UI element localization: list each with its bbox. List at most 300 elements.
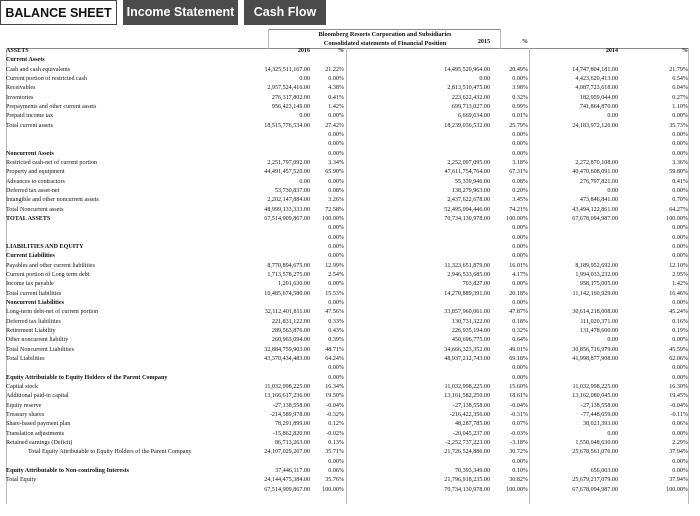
cell-2015-percent: 30.72%: [509, 449, 528, 456]
cell-2015-value: 223,622,432.00: [451, 94, 490, 101]
cell-2016-value: 32,884,759,903.00: [264, 346, 310, 353]
cell-2014-value: 40,470,608,091.00: [572, 169, 618, 176]
table-row: [0, 327, 700, 336]
cell-2016-value: [222, 299, 310, 308]
row-label: Noncurrent Assets: [6, 150, 54, 157]
title-border-top: [268, 29, 500, 30]
row-label: Deferred tax liabilities: [6, 318, 61, 325]
cell-2016-percent: 15.53%: [325, 290, 344, 297]
cell-2015-percent: 0.00%: [512, 253, 528, 260]
cell-2015-percent: 69.18%: [509, 356, 528, 363]
cell-2014-percent: 0.00%: [672, 253, 688, 260]
cell-2016-percent: 0.33%: [328, 318, 344, 325]
cell-2015-percent: 0.64%: [512, 337, 528, 344]
cell-2015-value: 13,161,582,250.00: [444, 393, 490, 400]
cell-2014-value: 131,478,600.00: [579, 328, 618, 335]
cell-2015-percent: -0.04%: [510, 402, 528, 409]
cell-2016-percent: 0.00%: [328, 374, 344, 381]
cell-2016-percent: 64.24%: [325, 356, 344, 363]
cell-2016-value: [222, 364, 310, 373]
cell-2015-value: 2,252,097,095.00: [447, 160, 490, 167]
cell-2014-percent: 59.80%: [669, 169, 688, 176]
cell-2014-percent: 0.06%: [672, 421, 688, 428]
cell-2015-percent: 0.18%: [512, 318, 528, 325]
cell-2015-value: [384, 47, 490, 56]
row-label: LIABILITIES AND EQUITY: [6, 244, 84, 251]
cell-2014-percent: 45.59%: [669, 346, 688, 353]
cell-2015-percent: 47.87%: [509, 309, 528, 316]
cell-2014-percent: 1.42%: [672, 281, 688, 288]
cell-2015-percent: 67.31%: [509, 169, 528, 176]
table-row: [0, 140, 700, 149]
cell-2015-value: 2,946,533,685.00: [447, 272, 490, 279]
cell-2016-value: 44,491,457,520.00: [264, 169, 310, 176]
cell-2015-percent: 0.00%: [512, 132, 528, 139]
table-row: [0, 458, 700, 467]
cell-2016-percent: 0.00%: [328, 365, 344, 372]
table-row: [0, 486, 700, 495]
cell-2014-percent: 0.16%: [672, 318, 688, 325]
cell-2015-percent: [494, 56, 528, 65]
table-row: [0, 374, 700, 383]
cell-2015-value: 70,393,349.00: [454, 467, 490, 474]
cell-2015-percent: -3.18%: [510, 439, 528, 446]
cell-2016-value: 78,291,899.00: [274, 421, 310, 428]
cell-2014-value: [530, 56, 618, 65]
row-label: Treasury shares: [6, 412, 45, 418]
cell-2015-value: 70,734,130,978.00: [444, 486, 490, 493]
cell-2014-value: 11,032,998,225.00: [572, 384, 618, 390]
cell-2014-percent: 0.00%: [672, 234, 688, 241]
cell-2015-percent: 0.10%: [512, 467, 528, 474]
cell-2015-percent: 0.00%: [512, 244, 528, 251]
table-row: [0, 420, 700, 429]
cell-2014-percent: 100.00%: [666, 216, 688, 223]
cell-2015-value: -2,252,737,223.00: [445, 439, 490, 446]
cell-2015-value: 48,287,785.00: [454, 421, 490, 428]
cell-2014-value: 2,272,870,108.00: [575, 160, 618, 167]
tab-income-statement[interactable]: Income Statement: [123, 0, 238, 25]
cell-2016-value: [222, 38, 310, 47]
cell-2016-percent: %: [337, 48, 344, 55]
row-label: Total Noncurrent Liabilities: [6, 346, 74, 353]
cell-2015-percent: 0.99%: [512, 104, 528, 111]
cell-2016-value: [222, 234, 310, 243]
cell-2016-percent: 100.00%: [322, 216, 344, 223]
table-row: [0, 271, 700, 280]
cell-2014-percent: 0.00%: [672, 458, 688, 465]
cell-2016-percent: 0.00%: [328, 458, 344, 465]
cell-2015-value: 130,731,322.00: [451, 318, 490, 325]
cell-2016-percent: [314, 38, 344, 47]
cell-2014-value: 25,678,561,076.00: [572, 449, 618, 456]
cell-2015-value: 14,495,520,964.00: [444, 66, 490, 73]
table-row: [0, 355, 700, 364]
cell-2016-value: 10,485,674,580.00: [264, 290, 310, 297]
cell-2016-value: -15,862,820.00: [272, 430, 310, 437]
table-row: [0, 243, 700, 252]
cell-2015-value: [384, 364, 490, 373]
row-label: Equity reserve: [6, 402, 42, 409]
cell-2014-value: [530, 140, 618, 149]
table-row: [0, 122, 700, 131]
cell-2015-value: 47,611,754,764.00: [444, 169, 490, 176]
row-label: Payables and other current liabilities: [6, 262, 96, 269]
cell-2014-value: [530, 234, 618, 243]
cell-2015-value: 11,323,651,879.00: [444, 262, 490, 269]
cell-2014-percent: [640, 38, 688, 47]
row-label: Equity Attributable to Non-controling Interests: [6, 467, 130, 474]
cell-2016-percent: 100.00%: [322, 486, 344, 493]
table-row: [0, 215, 700, 224]
table-row: [0, 224, 700, 233]
row-label: ASSETS: [6, 48, 29, 55]
cell-2015-percent: 20.49%: [509, 66, 528, 73]
cell-2016-value: [222, 224, 310, 233]
cell-2015-percent: 0.01%: [512, 113, 528, 120]
cell-2015-percent: 0.20%: [512, 188, 528, 195]
table-row: [0, 430, 700, 439]
cell-2016-value: 260,963,094.00: [271, 337, 310, 344]
table-row: [0, 383, 700, 392]
row-label: Additional paid-in capital: [6, 393, 69, 400]
table-row: [0, 150, 700, 159]
cell-2016-value: 1,201,630.00: [278, 281, 310, 288]
table-row: [0, 402, 700, 411]
cell-2014-percent: 0.41%: [672, 178, 688, 185]
cell-2015-percent: 100.00%: [506, 216, 528, 223]
cell-2016-value: 276,317,802.00: [271, 94, 310, 101]
cell-2014-percent: 12.10%: [669, 262, 688, 269]
cell-2014-percent: %: [681, 48, 688, 55]
cell-2014-value: [530, 364, 618, 373]
table-row: [0, 280, 700, 289]
cell-2014-percent: 0.00%: [672, 188, 688, 195]
table-row: [0, 187, 700, 196]
cell-2015-value: 55,339,946.00: [454, 178, 490, 185]
cell-2016-percent: 0.39%: [328, 337, 344, 344]
cell-2014-value: 30,614,218,008.00: [572, 309, 618, 316]
row-label: Deferred tax asset-net: [6, 188, 60, 195]
cell-2015-percent: 3.18%: [512, 160, 528, 167]
cell-2015-value: 450,696,775.00: [451, 337, 490, 344]
cell-2014-percent: 0.00%: [672, 430, 688, 437]
cell-2015-value: 6,669,634.00: [458, 113, 490, 120]
cell-2015-value: [384, 131, 490, 140]
table-row: [0, 262, 700, 271]
cell-2014-value: 14,747,804,181.00: [572, 66, 618, 73]
row-label: Capital stock: [6, 384, 38, 390]
cell-2016-value: 0.00: [299, 76, 310, 83]
cell-2015-value: -20,045,237.00: [452, 430, 490, 437]
row-label: Receivables: [6, 85, 36, 92]
cell-2014-percent: 0.00%: [672, 113, 688, 120]
table-row: [0, 308, 700, 317]
cell-2016-percent: 0.00%: [328, 113, 344, 120]
row-label: Retained earnings (Deficit): [6, 439, 73, 446]
cell-2015-value: 70,734,130,978.00: [444, 216, 490, 223]
cell-2014-percent: 0.00%: [672, 225, 688, 232]
cell-2016-percent: 0.08%: [328, 188, 344, 195]
cell-2015-percent: 0.08%: [512, 178, 528, 185]
cell-2014-percent: 0.00%: [672, 244, 688, 251]
cell-2014-percent: -0.11%: [670, 412, 688, 418]
cell-2015-percent: -0.31%: [510, 412, 528, 418]
cell-2014-percent: 35.73%: [669, 122, 688, 129]
cell-2016-percent: 0.00%: [328, 150, 344, 157]
cell-2015-value: 34,666,323,352.00: [444, 346, 490, 353]
cell-2014-value: 41,998,877,908.00: [572, 356, 618, 363]
row-label: Share-based payment plan: [6, 421, 71, 428]
cell-2016-percent: -0.32%: [326, 412, 344, 418]
cell-2014-percent: 37.94%: [669, 449, 688, 456]
cell-2015-percent: 74.21%: [509, 206, 528, 213]
cell-2014-value: 8,189,952,692.00: [575, 262, 618, 269]
cell-2016-value: 0.00: [299, 178, 310, 185]
cell-2014-value: 25,679,217,079.00: [572, 477, 618, 484]
cell-2016-value: 8,770,894,675.00: [267, 262, 310, 269]
cell-2016-value: 24,107,029,267.00: [264, 449, 310, 456]
cell-2014-value: [530, 38, 618, 47]
cell-2014-percent: -0.04%: [670, 402, 688, 409]
cell-2015-value: [384, 150, 490, 159]
cell-2015-value: 699,713,027.00: [451, 104, 490, 111]
cell-2014-percent: 0.19%: [672, 328, 688, 335]
tab-balance-sheet[interactable]: BALANCE SHEET: [0, 0, 117, 25]
tab-cash-flow[interactable]: Cash Flow: [244, 0, 326, 25]
cell-2016-value: 43,370,434,483.00: [264, 356, 310, 363]
cell-2016-percent: 1.42%: [328, 104, 344, 111]
cell-2014-value: 741,864,870.00: [579, 104, 618, 111]
cell-2015-percent: 0.00%: [512, 281, 528, 288]
cell-2014-value: 111,020,371.00: [580, 318, 618, 325]
cell-2016-percent: 0.12%: [328, 421, 344, 428]
cell-2016-percent: 2.54%: [328, 272, 344, 279]
row-label: Property and equipment: [6, 169, 65, 176]
cell-2014-percent: [640, 56, 688, 65]
cell-2015-percent: 16.01%: [509, 262, 528, 269]
table-row: [0, 364, 700, 373]
cell-2015-value: 33,857,960,061.00: [444, 309, 490, 316]
cell-2015-value: [384, 224, 490, 233]
row-label: Total current liabilities: [6, 290, 62, 297]
cell-2015-value: [384, 243, 490, 252]
cell-2015-value: -216,422,356.00: [449, 412, 490, 418]
cell-2016-value: 32,112,401,811.00: [264, 309, 310, 316]
cell-2016-value: 37,446,117.00: [275, 467, 310, 474]
cell-2014-percent: 45.24%: [669, 309, 688, 316]
row-label: Translation adjustments: [6, 430, 65, 437]
cell-2015-percent: 0.00%: [512, 458, 528, 465]
row-label: TOTAL ASSETS: [6, 216, 51, 223]
cell-2014-percent: 62.06%: [669, 356, 688, 363]
cell-2016-percent: 12.99%: [325, 262, 344, 269]
cell-2015-value: [384, 140, 490, 149]
cell-2014-percent: 37.94%: [669, 477, 688, 484]
row-label: Total current assets: [6, 122, 53, 129]
cell-2016-value: 289,563,876.00: [271, 328, 310, 335]
cell-2015-value: -27,138,558.00: [452, 402, 490, 409]
cell-2015-value: [384, 374, 490, 383]
cell-2016-value: 956,423,149.00: [271, 104, 310, 111]
cell-2014-percent: 3.36%: [672, 160, 688, 167]
cell-2016-percent: 3.26%: [328, 197, 344, 204]
cell-2016-percent: 0.00%: [328, 253, 344, 260]
cell-2014-value: 4,423,620,413.00: [575, 76, 618, 83]
table-row: [0, 467, 700, 476]
cell-2015-percent: 20.18%: [509, 290, 528, 297]
cell-2014-value: [530, 224, 618, 233]
cell-2016-value: 14,325,511,167.00: [264, 66, 310, 73]
row-label: Prepayments and other current assets: [6, 104, 97, 111]
cell-2015-value: 0.00: [479, 76, 490, 83]
cell-2016-value: 48,999,133,333.00: [264, 206, 310, 213]
cell-2016-percent: 19.50%: [325, 393, 344, 400]
cell-2014-percent: 1.10%: [672, 104, 688, 111]
table-row: [0, 94, 700, 103]
cell-2014-value: [530, 131, 618, 140]
cell-2014-value: 0.00: [607, 337, 618, 344]
table-row: [0, 476, 700, 485]
cell-2014-percent: 0.00%: [672, 300, 688, 307]
cell-2015-percent: 0.00%: [512, 141, 528, 148]
row-label: Total Liabilities: [6, 356, 45, 363]
cell-2015-value: 2015: [477, 38, 490, 45]
cell-2014-percent: 0.00%: [672, 141, 688, 148]
cell-2014-percent: 0.00%: [672, 365, 688, 372]
cell-2014-value: 43,494,122,861.00: [572, 206, 618, 213]
cell-2014-value: 30,856,716,979.00: [572, 346, 618, 353]
row-label: Cash and cash equivalents: [6, 66, 71, 73]
cell-2014-value: 1,550,048,630.00: [575, 439, 618, 446]
cell-2014-value: 4,087,723,618.00: [575, 85, 618, 92]
cell-2016-value: 67,514,909,867.00: [264, 486, 310, 493]
cell-2015-value: 11,032,998,225.00: [444, 384, 490, 390]
cell-2015-percent: 3.98%: [512, 85, 528, 92]
cell-2016-percent: 0.00%: [328, 225, 344, 232]
cell-2014-percent: 0.00%: [672, 374, 688, 381]
table-row: [0, 56, 700, 65]
report-company-title: Bloomberg Resorts Corporation and Subsidiaries: [318, 31, 452, 38]
table-row: [0, 206, 700, 215]
cell-2014-percent: 64.27%: [669, 206, 688, 213]
cell-2014-value: 958,175,005.00: [579, 281, 618, 288]
cell-2014-percent: 0.27%: [672, 94, 688, 101]
cell-2015-percent: 3.45%: [512, 197, 528, 204]
cell-2016-percent: 0.00%: [328, 141, 344, 148]
cell-2014-percent: 0.00%: [672, 150, 688, 157]
cell-2014-percent: 21.79%: [669, 66, 688, 73]
row-label: Restricted cash-net of current portion: [6, 160, 98, 167]
cell-2015-value: 2,437,622,678.00: [447, 197, 490, 204]
sheet-tabs: [0, 0, 700, 25]
row-label: Advances to contractors: [6, 178, 65, 185]
cell-2016-percent: 4.38%: [328, 85, 344, 92]
cell-2014-value: 0.00: [607, 188, 618, 195]
cell-2016-percent: 35.71%: [325, 449, 344, 456]
cell-2015-value: [384, 252, 490, 261]
cell-2016-value: 2,251,797,092.00: [267, 160, 310, 167]
cell-2014-value: 67,678,094,987.00: [572, 486, 618, 493]
table-row: [0, 112, 700, 121]
row-label: Total Equity Attributable to Equity Holders of the Parent Company: [28, 449, 192, 456]
cell-2016-value: 2,202,147,884.00: [267, 197, 310, 204]
cell-2016-percent: 0.00%: [328, 76, 344, 83]
cell-2015-value: [384, 56, 490, 65]
table-row: [0, 336, 700, 345]
table-row: [0, 411, 700, 420]
cell-2014-percent: 6.04%: [672, 85, 688, 92]
cell-2016-percent: 21.22%: [325, 66, 344, 73]
table-row: [0, 234, 700, 243]
row-label: Inventories: [6, 94, 34, 101]
row-label: Current portion of Long term debt: [6, 272, 90, 279]
cell-2014-value: 67,678,094,987.00: [572, 216, 618, 223]
table-row: [0, 159, 700, 168]
row-label: Other noncurrent liability: [6, 337, 69, 344]
cell-2014-value: 656,003.00: [590, 467, 618, 474]
row-label: Total Noncurrent assets: [6, 206, 64, 213]
cell-2016-value: 13,166,617,236.00: [264, 393, 310, 400]
cell-2014-value: [530, 252, 618, 261]
cell-2014-percent: 6.54%: [672, 76, 688, 83]
balance-sheet-table: [0, 28, 700, 516]
table-row: [0, 318, 700, 327]
cell-2015-percent: 0.32%: [512, 94, 528, 101]
cell-2016-value: 24,144,475,384.00: [264, 477, 310, 484]
cell-2014-value: 2014: [605, 48, 618, 55]
cell-2015-percent: 25.79%: [509, 122, 528, 129]
cell-2015-percent: 15.60%: [509, 384, 528, 390]
cell-2014-percent: 16.46%: [669, 290, 688, 297]
cell-2016-value: 67,514,909,867.00: [264, 216, 310, 223]
cell-2015-percent: [494, 47, 528, 56]
cell-2015-percent: 0.32%: [512, 328, 528, 335]
cell-2016-percent: 0.00%: [328, 300, 344, 307]
cell-2015-percent: 0.00%: [512, 365, 528, 372]
table-row: [0, 131, 700, 140]
cell-2016-percent: 72.58%: [325, 206, 344, 213]
cell-2016-percent: 35.76%: [325, 477, 344, 484]
table-row: [0, 448, 700, 457]
cell-2016-value: 221,831,122.00: [271, 318, 310, 325]
row-label: Total Equity: [6, 477, 37, 484]
cell-2015-percent: 0.00%: [512, 300, 528, 307]
cell-2014-percent: 0.00%: [672, 132, 688, 139]
cell-2015-value: 48,937,212,743.00: [444, 356, 490, 363]
cell-2016-value: 86,713,263.00: [274, 439, 310, 446]
cell-2014-value: [530, 458, 618, 467]
cell-2015-value: 138,279,963.00: [451, 188, 490, 195]
cell-2015-percent: 49.01%: [509, 346, 528, 353]
cell-2016-value: 18,515,776,534.00: [264, 122, 310, 129]
cell-2016-percent: 65.90%: [325, 169, 344, 176]
table-row: [0, 66, 700, 75]
cell-2014-value: [530, 150, 618, 159]
cell-2015-percent: 18.61%: [509, 393, 528, 400]
cell-2014-value: [530, 374, 618, 383]
cell-2016-value: 1,713,578,275.00: [267, 272, 310, 279]
row-label: Long-term debt-net of current portion: [6, 309, 99, 316]
cell-2014-percent: 16.30%: [669, 384, 688, 390]
cell-2014-percent: 19.45%: [669, 393, 688, 400]
cell-2014-percent: 0.00%: [672, 337, 688, 344]
cell-2016-percent: 48.71%: [325, 346, 344, 353]
cell-2015-value: 18,239,036,532.00: [444, 122, 490, 129]
cell-2014-value: 1,994,033,232.00: [575, 272, 618, 279]
cell-2016-percent: 0.00%: [328, 132, 344, 139]
table-row: [0, 168, 700, 177]
